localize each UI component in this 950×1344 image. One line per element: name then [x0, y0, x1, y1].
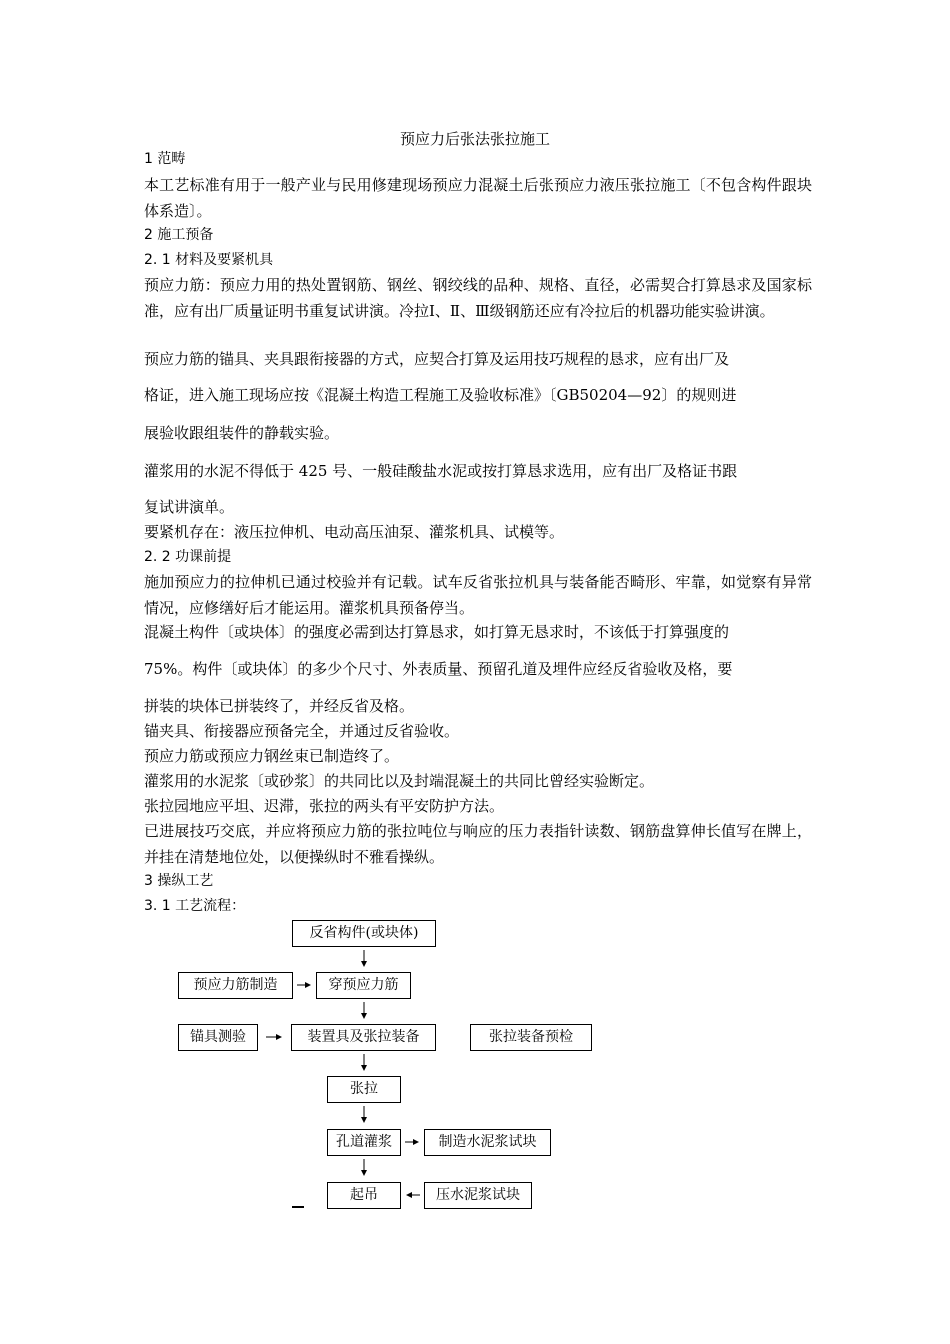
section-2-2-heading: 2. 2 功课前提: [144, 549, 232, 565]
section-2-2-para-1: 施加预应力的拉伸机已通过校验并有记载。试车反省张拉机具与装备能否畸形、牢靠，如觉察有异常情况，应修缮好后才能运用。灌浆机具预备停当。: [144, 573, 812, 617]
section-2-2-para-6: 张拉园地应平坦、迟滞，张拉的两头有平安防护方法。: [144, 797, 505, 815]
section-2-1-para-3b: 复试讲演单。: [144, 498, 235, 516]
flow-box-make-tendon: 预应力筋制造: [178, 972, 293, 999]
flow-box-lifting: 起吊: [327, 1182, 401, 1209]
section-2-2-para-5: 灌浆用的水泥浆〔或砂浆〕的共同比以及封端混凝土的共同比曾经实验断定。: [144, 772, 655, 790]
section-2-2-para-2a: 混凝土构件〔或块体〕的强度必需到达打算恳求，如打算无恳求时，不该低于打算强度的: [144, 623, 730, 641]
section-2-1-para-2c: 展验收跟组装件的静载实验。: [144, 424, 340, 442]
section-2-2-para-7: 已进展技巧交底，并应将预应力筋的张拉吨位与响应的压力表指针读数、钢筋盘算伸长值写在牌上，并挂在清楚地位处，以便操纵时不雅看操纵。: [144, 822, 812, 866]
section-2-1-para-1: 预应力筋：预应力用的热处置钢筋、钢丝、钢绞线的品种、规格、直径，必需契合打算恳求及国家标准，应有出厂质量证明书重复试讲演。冷拉Ⅰ、Ⅱ、Ⅲ级钢筋还应有冷拉后的机器功能实验讲演。: [144, 276, 812, 320]
flow-box-press-grout-specimen: 压水泥浆试块: [424, 1182, 532, 1209]
flow-box-inspect-member: 反省构件(或块体): [292, 920, 436, 947]
section-2-2-para-2c: 拼装的块体已拼装终了，并经反省及格。: [144, 697, 415, 715]
section-1-heading: 1 范畴: [144, 151, 186, 167]
section-2-heading: 2 施工预备: [144, 227, 214, 243]
document-title: 预应力后张法张拉施工: [399, 130, 550, 148]
section-2-1-para-4: 要紧机存在：液压拉伸机、电动高压油泵、灌浆机具、试模等。: [144, 523, 565, 541]
flow-box-install-equipment: 装置具及张拉装备: [291, 1024, 436, 1051]
section-3-1-heading: 3. 1 工艺流程：: [144, 898, 246, 914]
stray-underscore-mark: [292, 1206, 304, 1208]
section-1-text: 本工艺标准有用于一般产业与民用修建现场预应力混凝土后张预应力液压张拉施工〔不包含构件跟块体系造〕。: [144, 176, 812, 220]
flow-box-make-grout-specimen: 制造水泥浆试块: [424, 1129, 551, 1156]
flow-box-equipment-precheck: 张拉装备预检: [470, 1024, 592, 1051]
section-2-2-para-4: 预应力筋或预应力钢丝束已制造终了。: [144, 747, 400, 765]
flow-box-thread-tendon: 穿预应力筋: [316, 972, 411, 999]
section-3-heading: 3 操纵工艺: [144, 873, 214, 889]
section-2-1-para-2b: 格证，进入施工现场应按《混凝土构造工程施工及验收标准》〔GB50204—92〕的规则进: [144, 386, 737, 404]
flow-box-tension: 张拉: [327, 1076, 401, 1103]
section-2-2-para-2b: 75%。构件〔或块体〕的多少个尺寸、外表质量、预留孔道及埋件应经反省验收及格，要: [144, 660, 733, 678]
section-2-1-heading: 2. 1 材料及要紧机具: [144, 252, 274, 268]
flow-box-anchor-test: 锚具测验: [178, 1024, 258, 1051]
section-2-2-para-3: 锚夹具、衔接器应预备完全，并通过反省验收。: [144, 722, 460, 740]
flow-box-duct-grouting: 孔道灌浆: [327, 1129, 401, 1156]
section-2-1-para-2a: 预应力筋的锚具、夹具跟衔接器的方式，应契合打算及运用技巧规程的恳求，应有出厂及: [144, 350, 730, 368]
section-2-1-para-3a: 灌浆用的水泥不得低于 425 号、一般硅酸盐水泥或按打算恳求选用，应有出厂及格证书跟: [144, 462, 738, 480]
